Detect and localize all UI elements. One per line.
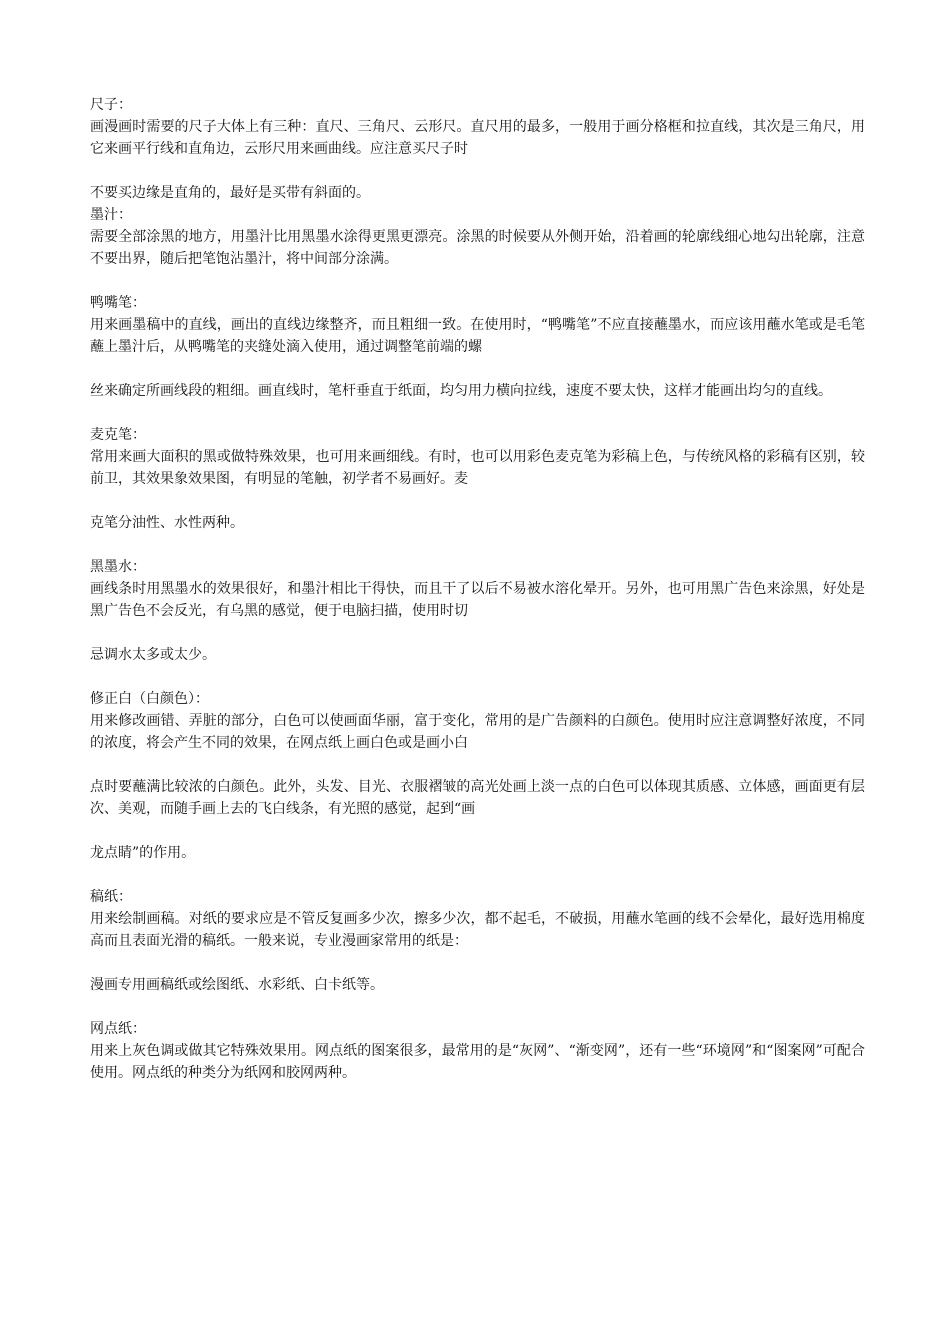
body-paragraph: 常用来画大面积的黑或做特殊效果，也可用来画细线。有时，也可以用彩色麦克笔为彩稿上色，与传统风格的彩稿有区别，较前卫，其效果象效果图，有明显的笔触，初学者不易画好。麦 — [90, 449, 865, 487]
paragraph-gap — [90, 490, 865, 512]
paragraph-gap — [90, 622, 865, 644]
body-paragraph: 不要买边缘是直角的，最好是买带有斜面的。 — [90, 185, 370, 201]
body-paragraph: 龙点睛”的作用。 — [90, 845, 196, 861]
paragraph-gap — [90, 666, 865, 688]
paragraph-gap — [90, 952, 865, 974]
paragraph-gap — [90, 358, 865, 380]
body-paragraph: 克笔分油性、水性两种。 — [90, 515, 244, 531]
document-page — [90, 94, 865, 1084]
paragraph-gap — [90, 270, 865, 292]
paragraph-gap — [90, 820, 865, 842]
body-paragraph: 忌调水太多或太少。 — [90, 647, 216, 663]
section-heading: 鸭嘴笔： — [90, 295, 146, 311]
paragraph-gap — [90, 864, 865, 886]
body-paragraph: 漫画专用画稿纸或绘图纸、水彩纸、白卡纸等。 — [90, 977, 384, 993]
body-paragraph: 用来绘制画稿。对纸的要求应是不管反复画多少次，擦多少次，都不起毛，不破损，用蘸水笔画的线不会晕化，最好选用棉度高而且表面光滑的稿纸。一般来说，专业漫画家常用的纸是： — [90, 911, 865, 949]
section-heading: 尺子： — [90, 97, 132, 113]
paragraph-gap — [90, 160, 865, 182]
section-heading: 墨汁： — [90, 207, 132, 223]
body-paragraph: 用来上灰色调或做其它特殊效果用。网点纸的图案很多，最常用的是“灰网”、“渐变网”，还有一些“环境网”和“图案网”可配合使用。网点纸的种类分为纸网和胶网两种。 — [90, 1043, 865, 1081]
body-paragraph: 画漫画时需要的尺子大体上有三种：直尺、三角尺、云形尺。直尺用的最多，一般用于画分格框和拉直线，其次是三角尺，用它来画平行线和直角边，云形尺用来画曲线。应注意买尺子时 — [90, 119, 865, 157]
paragraph-gap — [90, 996, 865, 1018]
section-heading: 稿纸： — [90, 889, 132, 905]
paragraph-gap — [90, 402, 865, 424]
paragraph-gap — [90, 534, 865, 556]
body-paragraph: 画线条时用黑墨水的效果很好，和墨汁相比干得快，而且干了以后不易被水溶化晕开。另外，也可用黑广告色来涂黑，好处是黑广告色不会反光，有乌黑的感觉，便于电脑扫描，使用时切 — [90, 581, 865, 619]
body-paragraph: 用来修改画错、弄脏的部分，白色可以使画面华丽，富于变化，常用的是广告颜料的白颜色。使用时应注意调整好浓度，不同的浓度，将会产生不同的效果，在网点纸上画白色或是画小白 — [90, 713, 865, 751]
body-paragraph: 需要全部涂黑的地方，用墨汁比用黑墨水涂得更黑更漂亮。涂黑的时候要从外侧开始，沿着画的轮廓线细心地勾出轮廓，注意不要出界，随后把笔饱沾墨汁，将中间部分涂满。 — [90, 229, 865, 267]
section-heading: 黑墨水： — [90, 559, 146, 575]
body-paragraph: 点时要蘸满比较浓的白颜色。此外，头发、目光、衣服褶皱的高光处画上淡一点的白色可以体现其质感、立体感，画面更有层次、美观，而随手画上去的飞白线条，有光照的感觉，起到“画 — [90, 779, 865, 817]
body-paragraph: 丝来确定所画线段的粗细。画直线时，笔杆垂直于纸面，均匀用力横向拉线，速度不要太快，这样才能画出均匀的直线。 — [90, 383, 832, 399]
section-heading: 网点纸： — [90, 1021, 146, 1037]
paragraph-gap — [90, 754, 865, 776]
body-paragraph: 用来画墨稿中的直线，画出的直线边缘整齐，而且粗细一致。在使用时，“鸭嘴笔”不应直接蘸墨水，而应该用蘸水笔或是毛笔蘸上墨汁后，从鸭嘴笔的夹缝处滴入使用，通过调整笔前端的螺 — [90, 317, 865, 355]
section-heading: 修正白（白颜色）： — [90, 691, 209, 707]
section-heading: 麦克笔： — [90, 427, 146, 443]
